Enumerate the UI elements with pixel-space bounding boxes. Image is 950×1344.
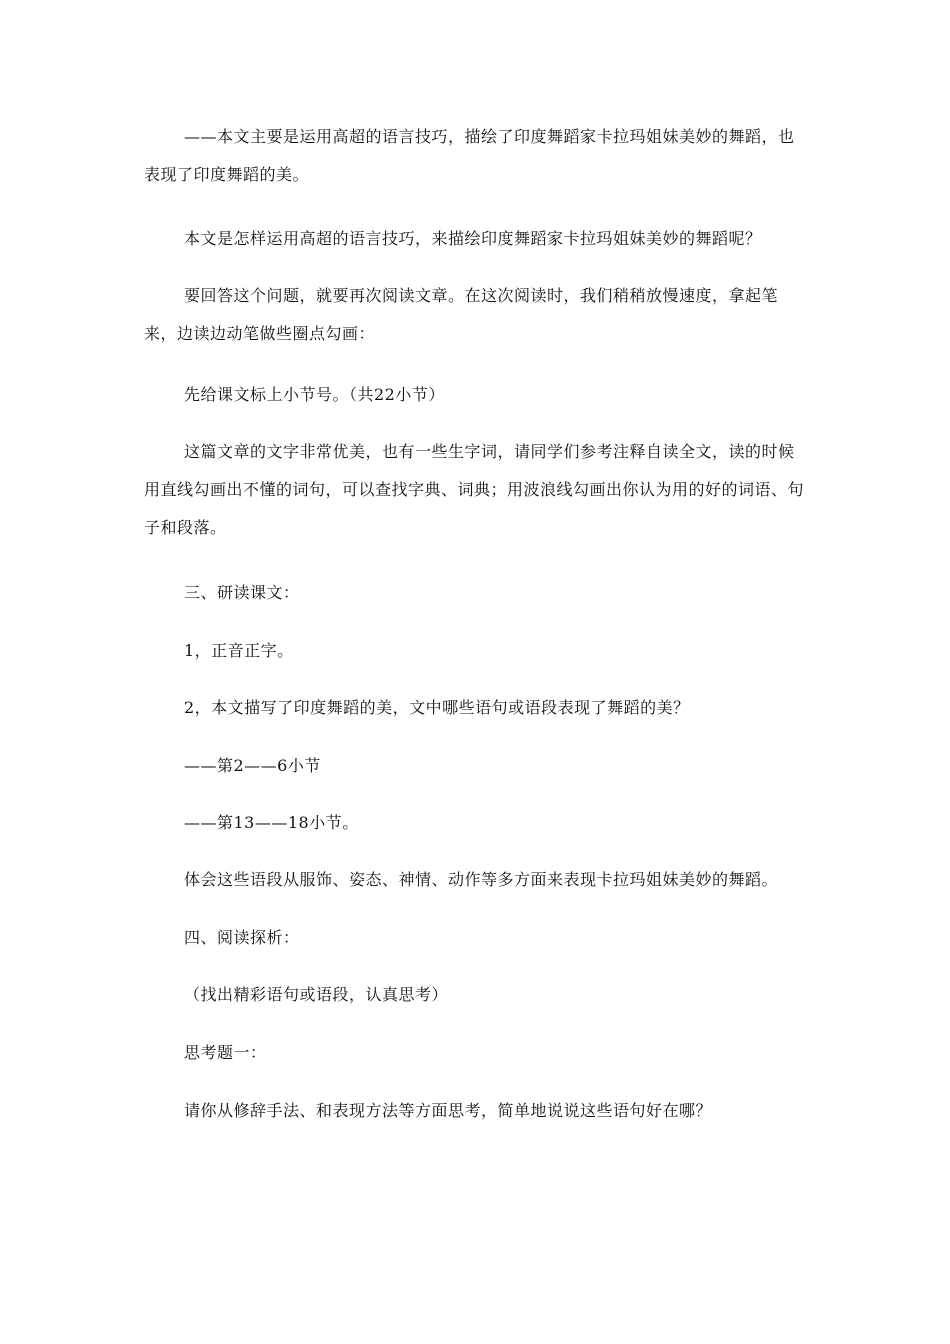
paragraph-question: 本文是怎样运用高超的语言技巧，来描绘印度舞蹈家卡拉玛姐妹美妙的舞蹈呢？ (184, 229, 762, 248)
paragraph-find-sentences: （找出精彩语句或语段，认真思考） (184, 985, 449, 1004)
paragraph-appreciation: 体会这些语段从服饰、姿态、神情、动作等多方面来表现卡拉玛姐妹美妙的舞蹈。 (184, 870, 779, 889)
paragraph-summary: ——本文主要是运用高超的语言技巧，描绘了印度舞蹈家卡拉玛姐妹美妙的舞蹈，也表现了印度舞蹈的美。 (144, 127, 795, 184)
heading-study-text: 三、研读课文： (184, 583, 300, 602)
list-item-dance-beauty: 2，本文描写了印度舞蹈的美，文中哪些语句或语段表现了舞蹈的美？ (184, 698, 690, 717)
heading-reading-analysis: 四、阅读探析： (184, 928, 300, 947)
paragraph-self-study: 这篇文章的文字非常优美，也有一些生字词，请同学们参考注释自读全文，读的时候用直线勾画出不懂的词句，可以查找字典、词典；用波浪线勾画出你认为用的好的词语、句子和段落。 (144, 442, 805, 537)
heading-question-one: 思考题一： (184, 1043, 267, 1062)
answer-sections-13-18: ——第13——18小节。 (184, 813, 359, 832)
list-item-pronunciation: 1，正音正字。 (184, 641, 294, 660)
paragraph-question-one-prompt: 请你从修辞手法、和表现方法等方面思考，简单地说说这些语句好在哪？ (184, 1101, 713, 1120)
paragraph-reading-instruction: 要回答这个问题，就要再次阅读文章。在这次阅读时，我们稍稍放慢速度，拿起笔来，边读边动笔做些圈点勾画： (144, 286, 779, 343)
answer-sections-2-6: ——第2——6小节 (184, 756, 321, 775)
paragraph-section-numbering: 先给课文标上小节号。（共22小节） (184, 385, 445, 404)
